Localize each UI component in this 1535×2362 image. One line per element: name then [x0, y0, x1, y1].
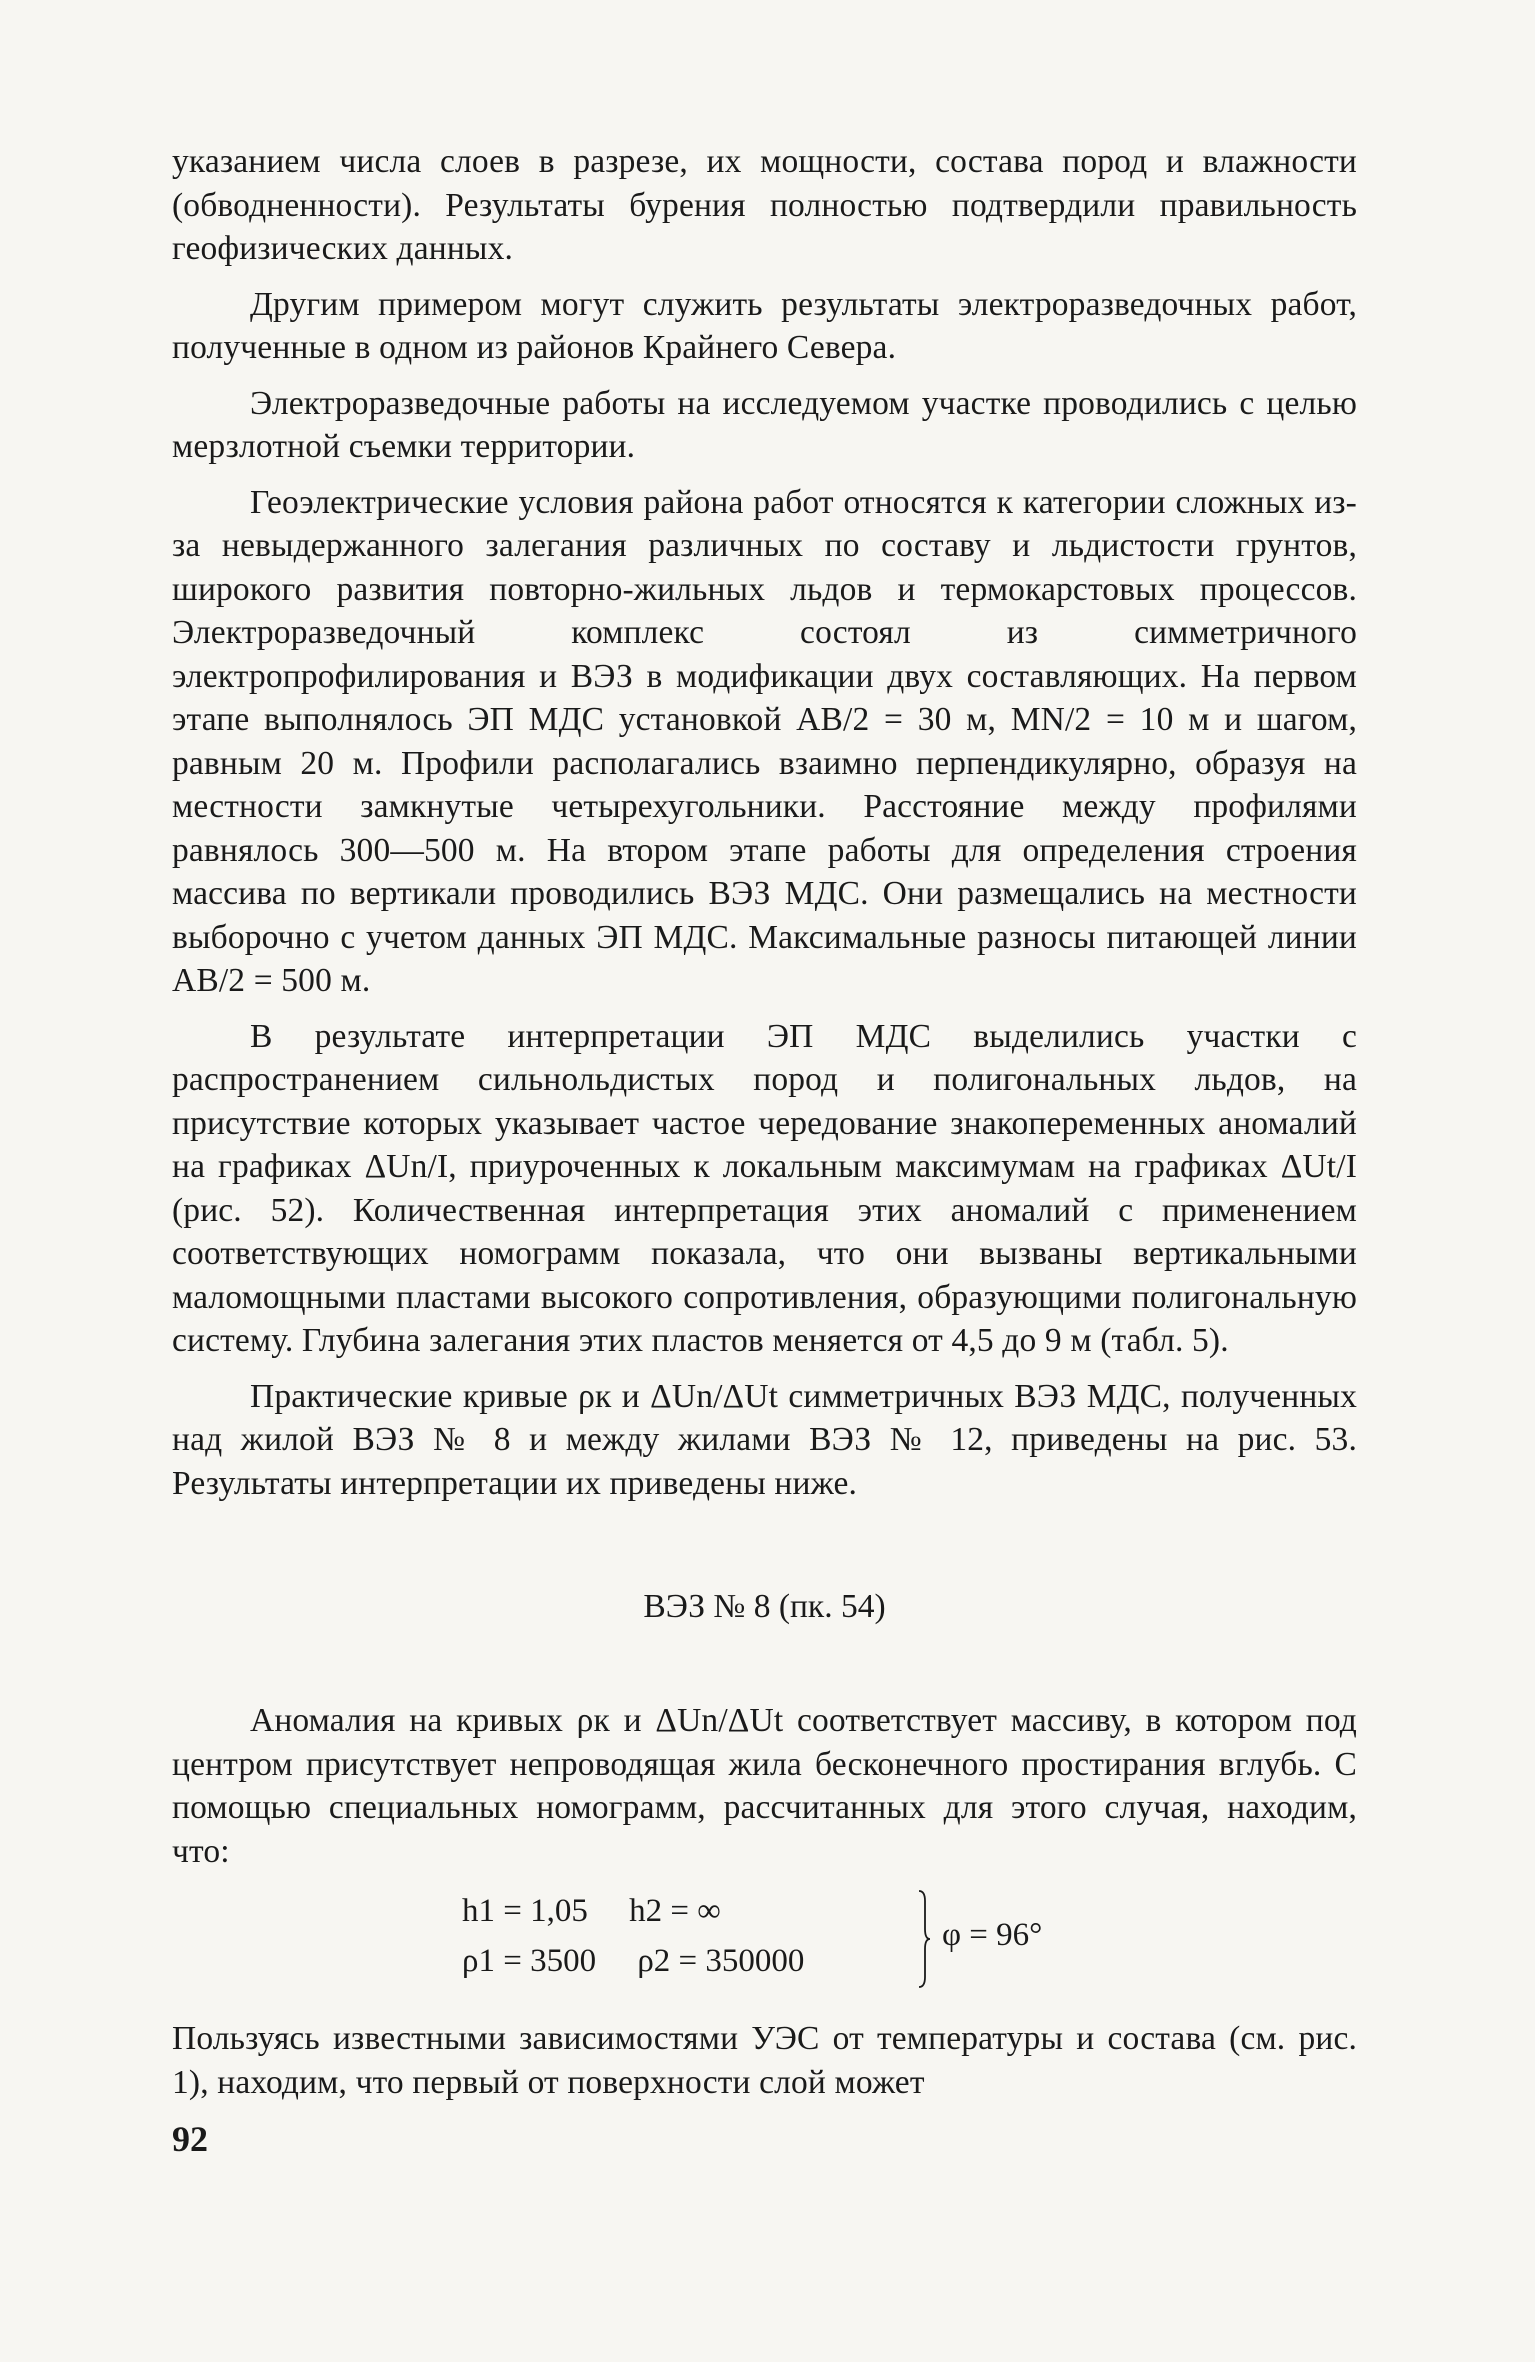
section-heading: ВЭЗ № 8 (пк. 54): [643, 1588, 886, 1625]
paragraph: Электроразведочные работы на исследуемом участке проводились с целью мерзлотной съемки территории.: [172, 384, 1357, 465]
page-number: 92: [172, 2119, 208, 2159]
formula-result: φ = 96°: [942, 1917, 1043, 1953]
paragraph: Аномалия на кривых ρк и ΔUn/ΔUt соответствует массиву, в котором под центром присутствует непроводящая жила бесконечного простирания вглубь. С помощью специальных номограмм, рассчитанных для этого случая, находим, что:: [172, 1702, 1357, 1870]
paragraph: Геоэлектрические условия района работ относятся к категории сложных из-за невыдержанного залегания различных по составу и льдистости грунтов, широкого развития повторно-жильных льдов и термокарстовых процессов. Электроразведочный комплекс состоял из симметричного электропрофилирования и ВЭЗ в модификации двух составляющих. На первом этапе выполнялось ЭП МДС установкой AB/2 = 30 м, MN/2 = 10 м и шагом, равным 20 м. Профили располагались взаимно перпендикулярно, образуя на местности замкнутые четырехугольники. Расстояние между профилями равнялось 300—500 м. На втором этапе работы для определения строения массива по вертикали проводились ВЭЗ МДС. Они размещались на местности выборочно с учетом данных ЭП МДС. Максимальные разносы питающей линии AB/2 = 500 м.: [172, 483, 1357, 999]
paragraph: указанием числа слоев в разрезе, их мощности, состава пород и влажности (обводненности). Результаты бурения полностью подтвердили правильность геофизических данных.: [172, 143, 1357, 267]
formula-line: ρ1 = 3500 ρ2 = 350000: [462, 1943, 805, 1979]
paragraph: Практические кривые ρк и ΔUn/ΔUt симметричных ВЭЗ МДС, полученных над жилой ВЭЗ № 8 и между жилами ВЭЗ № 12, приведены на рис. 53. Результаты интерпретации их приведены ниже.: [172, 1377, 1357, 1502]
brace-icon: [917, 1889, 931, 1989]
page-body: [172, 140, 1357, 2104]
formula-line: h1 = 1,05 h2 = ∞: [462, 1893, 721, 1929]
paragraph: Другим примером могут служить результаты электроразведочных работ, полученные в одном из районов Крайнего Севера.: [172, 285, 1357, 366]
paragraph: В результате интерпретации ЭП МДС выделились участки с распространением сильнольдистых пород и полигональных льдов, на присутствие которых указывает частое чередование знакопеременных аномалий на графиках ΔUn/I, приуроченных к локальным максимумам на графиках ΔUt/I (рис. 52). Количественная интерпретация этих аномалий с применением соответствующих номограмм показала, что они вызваны вертикальными маломощными пластами высокого сопротивления, образующими полигональную систему. Глубина залегания этих пластов меняется от 4,5 до 9 м (табл. 5).: [172, 1017, 1357, 1359]
formula-block: [172, 1889, 1357, 2001]
paragraph: Пользуясь известными зависимостями УЭС от температуры и состава (см. рис. 1), находим, что первый от поверхности слой может: [172, 2020, 1357, 2101]
